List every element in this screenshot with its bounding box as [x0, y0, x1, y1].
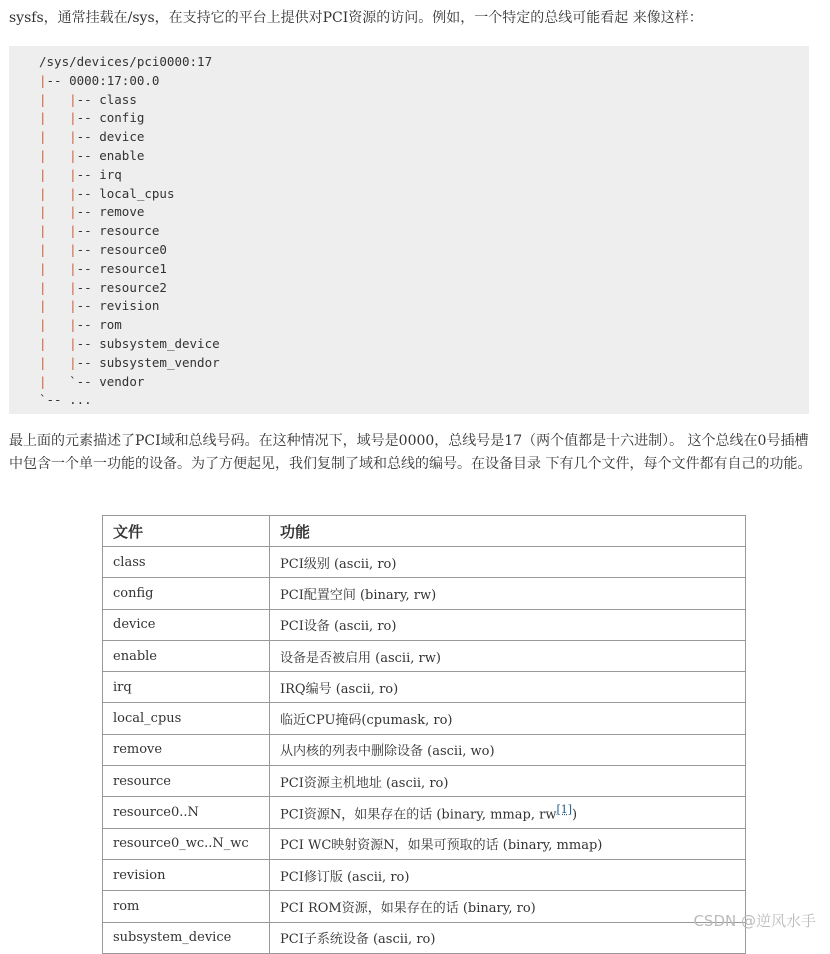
tree-pipe: | [39, 72, 47, 88]
function-cell [270, 703, 746, 734]
code-text: -- [76, 260, 100, 276]
cell-text: PCI修订版 (ascii, ro) [280, 869, 410, 885]
code-text: vendor [99, 373, 145, 389]
cell-text: local_cpus [113, 711, 182, 727]
cell-text: PCI设备 (ascii, ro) [280, 619, 397, 635]
code-text [47, 355, 70, 370]
tree-pipe: | [69, 204, 77, 220]
file-cell [103, 703, 270, 734]
cell-text: revision [113, 867, 166, 883]
tree-pipe: | [69, 335, 77, 351]
tree-pipe: | [39, 317, 47, 333]
code-text: -- [76, 335, 100, 351]
code-text: -- [76, 129, 100, 145]
code-text: -- [76, 298, 100, 314]
file-cell [103, 672, 270, 703]
code-line [39, 354, 809, 373]
code-text: -- [76, 166, 100, 182]
code-line [39, 241, 809, 260]
table-row [103, 609, 746, 640]
cell-text: 从内核的列表中删除设备 (ascii, wo) [280, 744, 495, 760]
tree-pipe: | [39, 91, 47, 107]
cell-text: PCI级别 (ascii, ro) [280, 556, 397, 572]
code-text [47, 186, 70, 201]
table-row [103, 672, 746, 703]
code-line [39, 335, 809, 354]
tree-pipe: | [39, 241, 47, 257]
watermark: CSDN @逆风水手 [693, 912, 816, 930]
code-line [39, 222, 809, 241]
tree-pipe: | [39, 110, 47, 126]
code-text: irq [99, 166, 122, 182]
code-text: revision [99, 298, 160, 314]
code-text: -- [76, 204, 100, 220]
tree-pipe: | [69, 223, 77, 239]
cell-text: resource [113, 773, 171, 789]
code-line [39, 166, 809, 185]
code-text [47, 129, 70, 144]
function-cell [270, 922, 746, 953]
file-cell [103, 578, 270, 609]
cell-text: PCI资源主机地址 (ascii, ro) [280, 775, 449, 791]
footnote-link[interactable]: [1] [556, 802, 573, 816]
tree-pipe: | [39, 335, 47, 351]
code-line [39, 72, 809, 91]
code-line [39, 147, 809, 166]
code-text [47, 336, 70, 351]
tree-pipe: | [69, 298, 77, 314]
tree-pipe: | [69, 260, 77, 276]
code-text: resource2 [99, 279, 167, 295]
header-function: 功能 [270, 516, 746, 547]
cell-text: config [113, 585, 154, 601]
tree-pipe: | [39, 298, 47, 314]
code-text: `-- [39, 392, 70, 408]
table-row [103, 766, 746, 797]
code-text: config [99, 110, 145, 126]
code-text: -- [76, 317, 100, 333]
cell-text: rom [113, 898, 140, 914]
code-text: subsystem_vendor [99, 354, 220, 370]
tree-pipe: | [69, 185, 77, 201]
tree-pipe: | [69, 91, 77, 107]
code-text [47, 242, 70, 257]
code-block [9, 46, 809, 414]
tree-pipe: | [39, 147, 47, 163]
cell-text: PCI配置空间 (binary, rw) [280, 587, 437, 603]
table-row [103, 640, 746, 671]
code-text [47, 92, 70, 107]
file-cell [103, 766, 270, 797]
tree-pipe: | [69, 279, 77, 295]
code-line [39, 279, 809, 298]
table-row [103, 922, 746, 953]
table-header-row [103, 516, 746, 547]
code-line [39, 185, 809, 204]
cell-text: 设备是否被启用 (ascii, rw) [280, 650, 441, 666]
cell-text: subsystem_device [113, 930, 232, 946]
tree-pipe: | [69, 129, 77, 145]
file-cell [103, 828, 270, 859]
function-cell [270, 891, 746, 922]
tree-pipe: | [69, 110, 77, 126]
tree-pipe: | [69, 241, 77, 257]
file-cell [103, 547, 270, 578]
code-text: /sys/devices/pci0000:17 [39, 54, 213, 69]
code-text: -- [76, 91, 100, 107]
description-paragraph: 最上面的元素描述了PCI域和总线号码。在这种情况下，域号是0000，总线号是17（两个值都是十六进制）。 这个总线在0号插槽中包含一个单一功能的设备。为了方便起见，我们复制了域和总线的编号。在设备目录 下有几个文件，每个文件都有自己的功能。 [9, 433, 812, 472]
tree-pipe: | [39, 354, 47, 370]
code-line [39, 391, 809, 410]
code-line [39, 297, 809, 316]
tree-pipe: | [69, 147, 77, 163]
code-line [39, 203, 809, 222]
code-text [47, 298, 70, 313]
code-text: ... [69, 392, 92, 408]
code-text: resource0 [99, 241, 167, 257]
cell-text: class [113, 554, 146, 570]
tree-pipe: | [69, 317, 77, 333]
tree-pipe: | [69, 166, 77, 182]
file-cell [103, 797, 270, 828]
tree-pipe: | [39, 185, 47, 201]
file-cell [103, 734, 270, 765]
table-row [103, 703, 746, 734]
code-line [39, 260, 809, 279]
cell-text: remove [113, 742, 163, 758]
cell-text: enable [113, 648, 157, 664]
code-text: -- [76, 147, 100, 163]
code-text: -- [76, 354, 100, 370]
code-line [39, 53, 809, 72]
code-text: 0000:17:00.0 [69, 72, 160, 88]
code-text: -- [76, 223, 100, 239]
table-row [103, 891, 746, 922]
code-text: -- [76, 185, 100, 201]
code-text: -- [46, 72, 70, 88]
code-text: -- [76, 241, 100, 257]
tree-pipe: | [39, 223, 47, 239]
tree-pipe: | [39, 204, 47, 220]
code-line [39, 128, 809, 147]
tree-pipe: | [69, 354, 77, 370]
cell-text: PCI子系统设备 (ascii, ro) [280, 932, 436, 948]
cell-text: IRQ编号 (ascii, ro) [280, 681, 399, 697]
cell-text: resource0_wc..N_wc [113, 836, 249, 852]
code-text: class [99, 91, 137, 107]
code-text [47, 317, 70, 332]
code-text: device [99, 129, 145, 145]
file-cell [103, 922, 270, 953]
function-cell [270, 828, 746, 859]
tree-pipe: | [39, 279, 47, 295]
table-row [103, 859, 746, 890]
code-text [47, 110, 70, 125]
tree-pipe: | [39, 129, 47, 145]
function-cell [270, 859, 746, 890]
table-row [103, 578, 746, 609]
code-text: subsystem_device [99, 335, 220, 351]
code-text [47, 204, 70, 219]
code-text: `-- [46, 373, 100, 389]
code-text: rom [99, 317, 122, 333]
code-text [47, 223, 70, 238]
function-cell [270, 578, 746, 609]
table-row [103, 547, 746, 578]
cell-text: PCI ROM资源，如果存在的话 (binary, ro) [280, 900, 536, 916]
code-text [47, 167, 70, 182]
function-cell [270, 797, 746, 828]
table-row [103, 734, 746, 765]
cell-text: device [113, 617, 156, 633]
code-text: -- [76, 279, 100, 295]
code-line [39, 109, 809, 128]
tree-pipe: | [39, 166, 47, 182]
function-cell [270, 766, 746, 797]
cell-text: 临近CPU掩码(cpumask, ro) [280, 713, 453, 729]
table-row [103, 828, 746, 859]
code-text: enable [99, 147, 145, 163]
file-cell [103, 640, 270, 671]
code-text [47, 148, 70, 163]
cell-text: PCI资源N，如果存在的话 (binary, mmap, rw [280, 807, 557, 823]
code-text [47, 280, 70, 295]
code-text: resource1 [99, 260, 167, 276]
code-line [39, 316, 809, 335]
code-text: resource [99, 223, 160, 239]
function-cell [270, 734, 746, 765]
tree-pipe: | [39, 373, 47, 389]
code-text: -- [76, 110, 100, 126]
function-cell [270, 640, 746, 671]
function-cell [270, 609, 746, 640]
cell-text: ) [572, 807, 578, 823]
function-cell [270, 547, 746, 578]
code-line [39, 91, 809, 110]
code-text: local_cpus [99, 185, 175, 201]
tree-pipe: | [39, 260, 47, 276]
cell-text: irq [113, 679, 132, 695]
code-line [39, 373, 809, 392]
code-text [47, 261, 70, 276]
header-file: 文件 [103, 516, 270, 547]
table-row [103, 797, 746, 828]
function-cell [270, 672, 746, 703]
file-cell [103, 609, 270, 640]
file-cell [103, 891, 270, 922]
code-text: remove [99, 204, 145, 220]
cell-text: PCI WC映射资源N，如果可预取的话 (binary, mmap) [280, 838, 603, 854]
file-table [102, 515, 746, 954]
file-cell [103, 859, 270, 890]
intro-text: sysfs，通常挂载在/sys，在支持它的平台上提供对PCI资源的访问。例如，一个特定的总线可能看起 来像这样： [9, 10, 703, 26]
cell-text: resource0..N [113, 805, 199, 821]
